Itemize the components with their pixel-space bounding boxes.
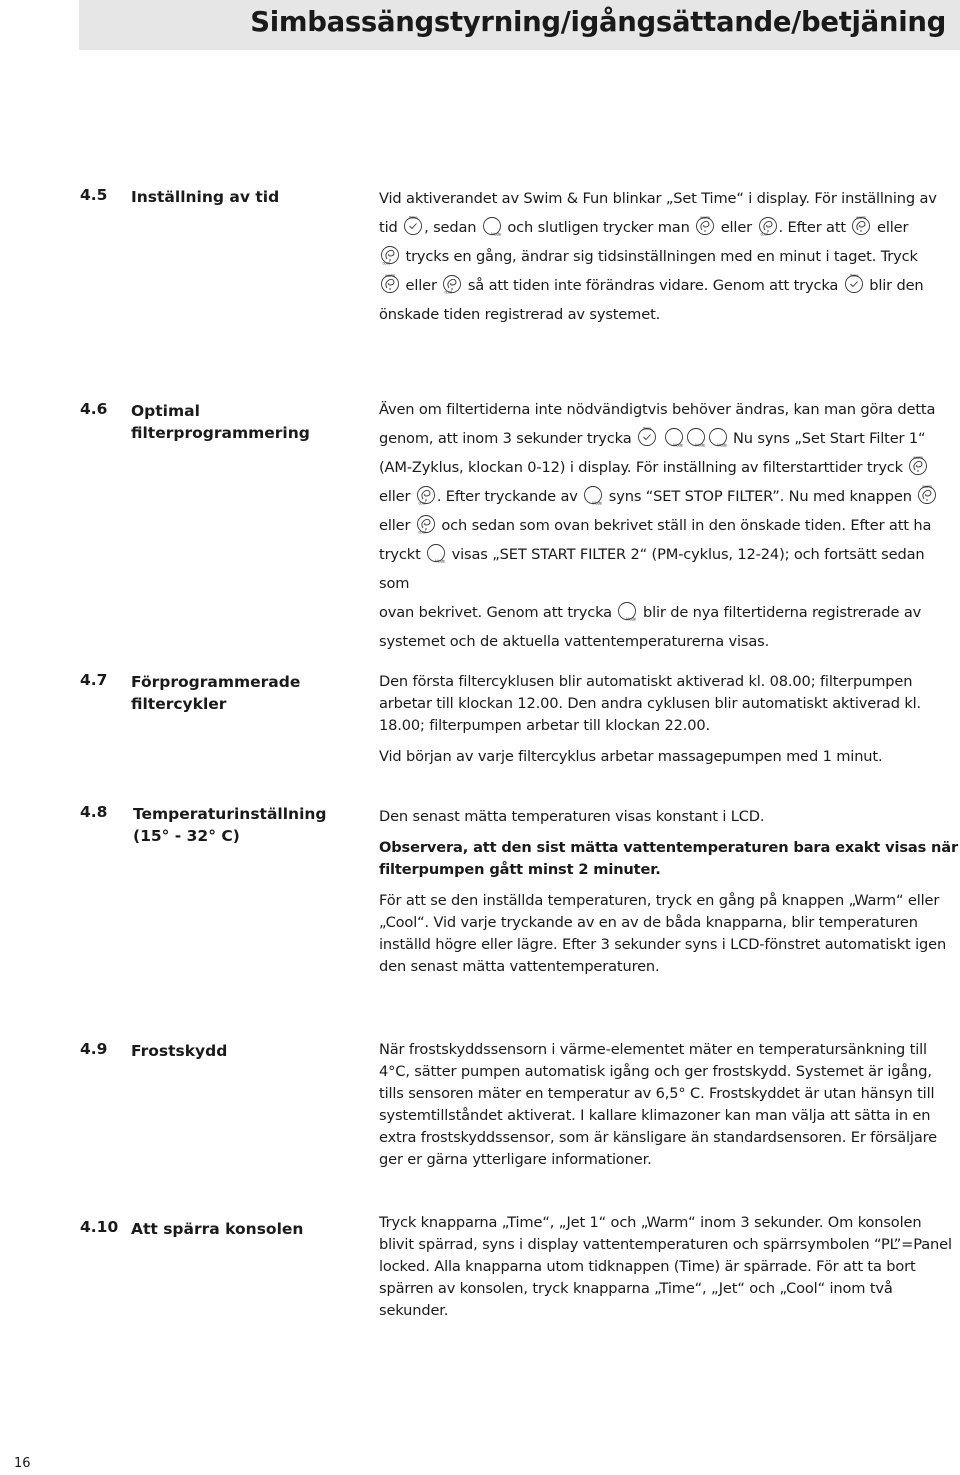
svg-text:warm: warm <box>922 485 933 490</box>
text-line: (AM-Zyklus, klockan 0-12) i display. För inställning av filterstarttider tryck warm <box>379 453 959 482</box>
section-body <box>379 184 959 329</box>
svg-text:Mode: Mode <box>592 500 603 505</box>
cool-button-icon <box>416 485 436 505</box>
section-body <box>379 1039 959 1171</box>
svg-text:Mode: Mode <box>672 442 683 447</box>
svg-text:Mode: Mode <box>694 442 705 447</box>
time-button-icon <box>403 216 423 236</box>
paragraph: För att se den inställda temperaturen, tryck en gång på knappen „Warm“ eller „Cool“. Vid varje tryckande av en av de båda knapparna, blir temperaturen inställd högre eller lägre. Efter 3 sekunder syns i LCD-fönstret automatiskt igen den senast mätta vattentemperaturen. <box>379 892 947 975</box>
svg-text:Mode: Mode <box>435 558 446 563</box>
svg-text:Time: Time <box>642 427 652 432</box>
section-number: 4.7 <box>80 671 108 689</box>
page-number: 16 <box>14 1456 31 1471</box>
warm-button-icon <box>380 274 400 294</box>
text-line: ovan bekrivet. Genom att trycka Mode blir de nya filtertiderna registrerade av <box>379 598 959 627</box>
svg-text:Mode: Mode <box>716 442 727 447</box>
text-line: önskade tiden registrerad av systemet. <box>379 306 661 323</box>
section-body <box>379 395 959 656</box>
section-body <box>379 806 959 978</box>
paragraph: Tryck knapparna „Time“, „Jet 1“ och „Warm“ inom 3 sekunder. Om konsolen blivit spärrad, syns i display vattentemperaturen och spärrsymbolen “PL”=Panel locked. Alla knapparna utom tidknappen (Time) är spärrade. För att ta bort spärren av konsolen, tryck knapparna „Time“, „Jet“ och „Cool“ inom två sekunder. <box>379 1214 952 1319</box>
text-line: genom, att inom 3 sekunder trycka Time Mode Mode Mode Nu syns „Set Start Filter 1“ <box>379 427 926 447</box>
cool-button-icon <box>416 514 436 534</box>
mode-button-icon <box>482 216 502 236</box>
svg-text:cool: cool <box>444 289 452 294</box>
text-line: Även om filtertiderna inte nödvändigtvis behöver ändras, kan man göra detta <box>379 401 936 418</box>
cool-button-icon <box>380 245 400 265</box>
text-line: eller cool . Efter tryckande av Mode syns “SET STOP FILTER”. Nu med knappen warm <box>379 482 959 511</box>
page-title: Simbassängstyrning/igångsättande/betjäning <box>250 6 946 38</box>
svg-text:cool: cool <box>418 529 426 534</box>
text-line: warm eller cool så att tiden inte förändras vidare. Genom att trycka Time blir den <box>379 271 959 300</box>
warm-button-icon <box>851 216 871 236</box>
section-number: 4.5 <box>80 186 108 204</box>
svg-text:cool: cool <box>418 500 426 505</box>
svg-text:cool: cool <box>382 260 390 265</box>
paragraph: Den första filtercyklusen blir automatiskt aktiverad kl. 08.00; filterpumpen arbetar till klockan 12.00. Den andra cyklusen blir automatiskt aktiverad kl. 18.00; filterpumpen arbetar till klockan 22.00. <box>379 673 922 734</box>
mode-button-icon <box>617 601 637 621</box>
text-line: cool trycks en gång, ändrar sig tidsinställningen med en minut i taget. Tryck <box>379 242 959 271</box>
section-number: 4.8 <box>80 803 108 821</box>
time-button-icon <box>637 427 657 447</box>
paragraph: Vid början av varje filtercyklus arbetar massagepumpen med 1 minut. <box>379 748 883 765</box>
svg-text:cool: cool <box>759 231 768 236</box>
paragraph: Den senast mätta temperaturen visas konstant i LCD. <box>379 808 765 825</box>
section-title: Att spärra konsolen <box>131 1220 304 1238</box>
text-line: systemet och de aktuella vattentemperaturerna visas. <box>379 633 770 650</box>
section-body <box>379 671 959 768</box>
svg-text:Time: Time <box>408 216 418 221</box>
section-title: Temperaturinställning (15° - 32° C) <box>133 805 327 845</box>
warm-button-icon <box>908 456 928 476</box>
warm-button-icon <box>917 485 937 505</box>
text-line: tid Time , sedan Mode och slutligen trycker man warm eller cool . Efter att warm eller <box>379 216 909 236</box>
section-title: Frostskydd <box>131 1042 228 1060</box>
svg-text:Mode: Mode <box>490 231 501 236</box>
mode-button-icon <box>583 485 603 505</box>
section-number: 4.10 <box>80 1218 119 1236</box>
text-line: tryckt Mode visas „SET START FILTER 2“ (PM-cyklus, 12-24); och fortsätt sedan som <box>379 540 959 598</box>
page-header <box>79 0 960 50</box>
mode-button-icon <box>664 427 684 447</box>
paragraph-bold: Observera, att den sist mätta vattentemperaturen bara exakt visas när filterpumpen gått minst 2 minuter. <box>379 839 959 878</box>
svg-text:warm: warm <box>385 274 395 279</box>
mode-button-icon <box>708 427 728 447</box>
cool-button-icon <box>758 216 778 236</box>
cool-button-icon <box>442 274 462 294</box>
mode-button-icon <box>686 427 706 447</box>
section-title: Optimal filterprogrammering <box>131 402 310 442</box>
svg-text:Mode: Mode <box>626 616 637 621</box>
section-title: Inställning av tid <box>131 188 280 206</box>
svg-text:warm: warm <box>856 216 867 221</box>
section-title: Förprogrammerade filtercykler <box>131 673 301 713</box>
svg-text:warm: warm <box>700 216 711 221</box>
warm-button-icon <box>695 216 715 236</box>
time-button-icon <box>844 274 864 294</box>
section-body <box>379 1212 959 1322</box>
section-number: 4.9 <box>80 1040 108 1058</box>
section-number: 4.6 <box>80 400 108 418</box>
text-line: Vid aktiverandet av Swim & Fun blinkar „Set Time“ i display. För inställning av <box>379 190 937 207</box>
svg-text:warm: warm <box>913 456 924 461</box>
text-line: eller cool och sedan som ovan bekrivet ställ in den önskade tiden. Efter att ha <box>379 511 959 540</box>
paragraph: När frostskyddssensorn i värme-elementet mäter en temperatursänkning till 4°C, sätter pumpen automatisk igång och ger frostskydd. Systemet är igång, tills sensoren mäter en temperatur av 6,5° C. Frostskyddet är utan hänsyn till systemtillståndet aktiverat. I kallare klimazoner kan man välja att sätta in en extra frostskyddssensor, som är känsligare än standardsensoren. Er försäljare ger er gärna ytterligare informationer. <box>379 1041 937 1168</box>
svg-text:Time: Time <box>849 274 858 279</box>
mode-button-icon <box>426 543 446 563</box>
